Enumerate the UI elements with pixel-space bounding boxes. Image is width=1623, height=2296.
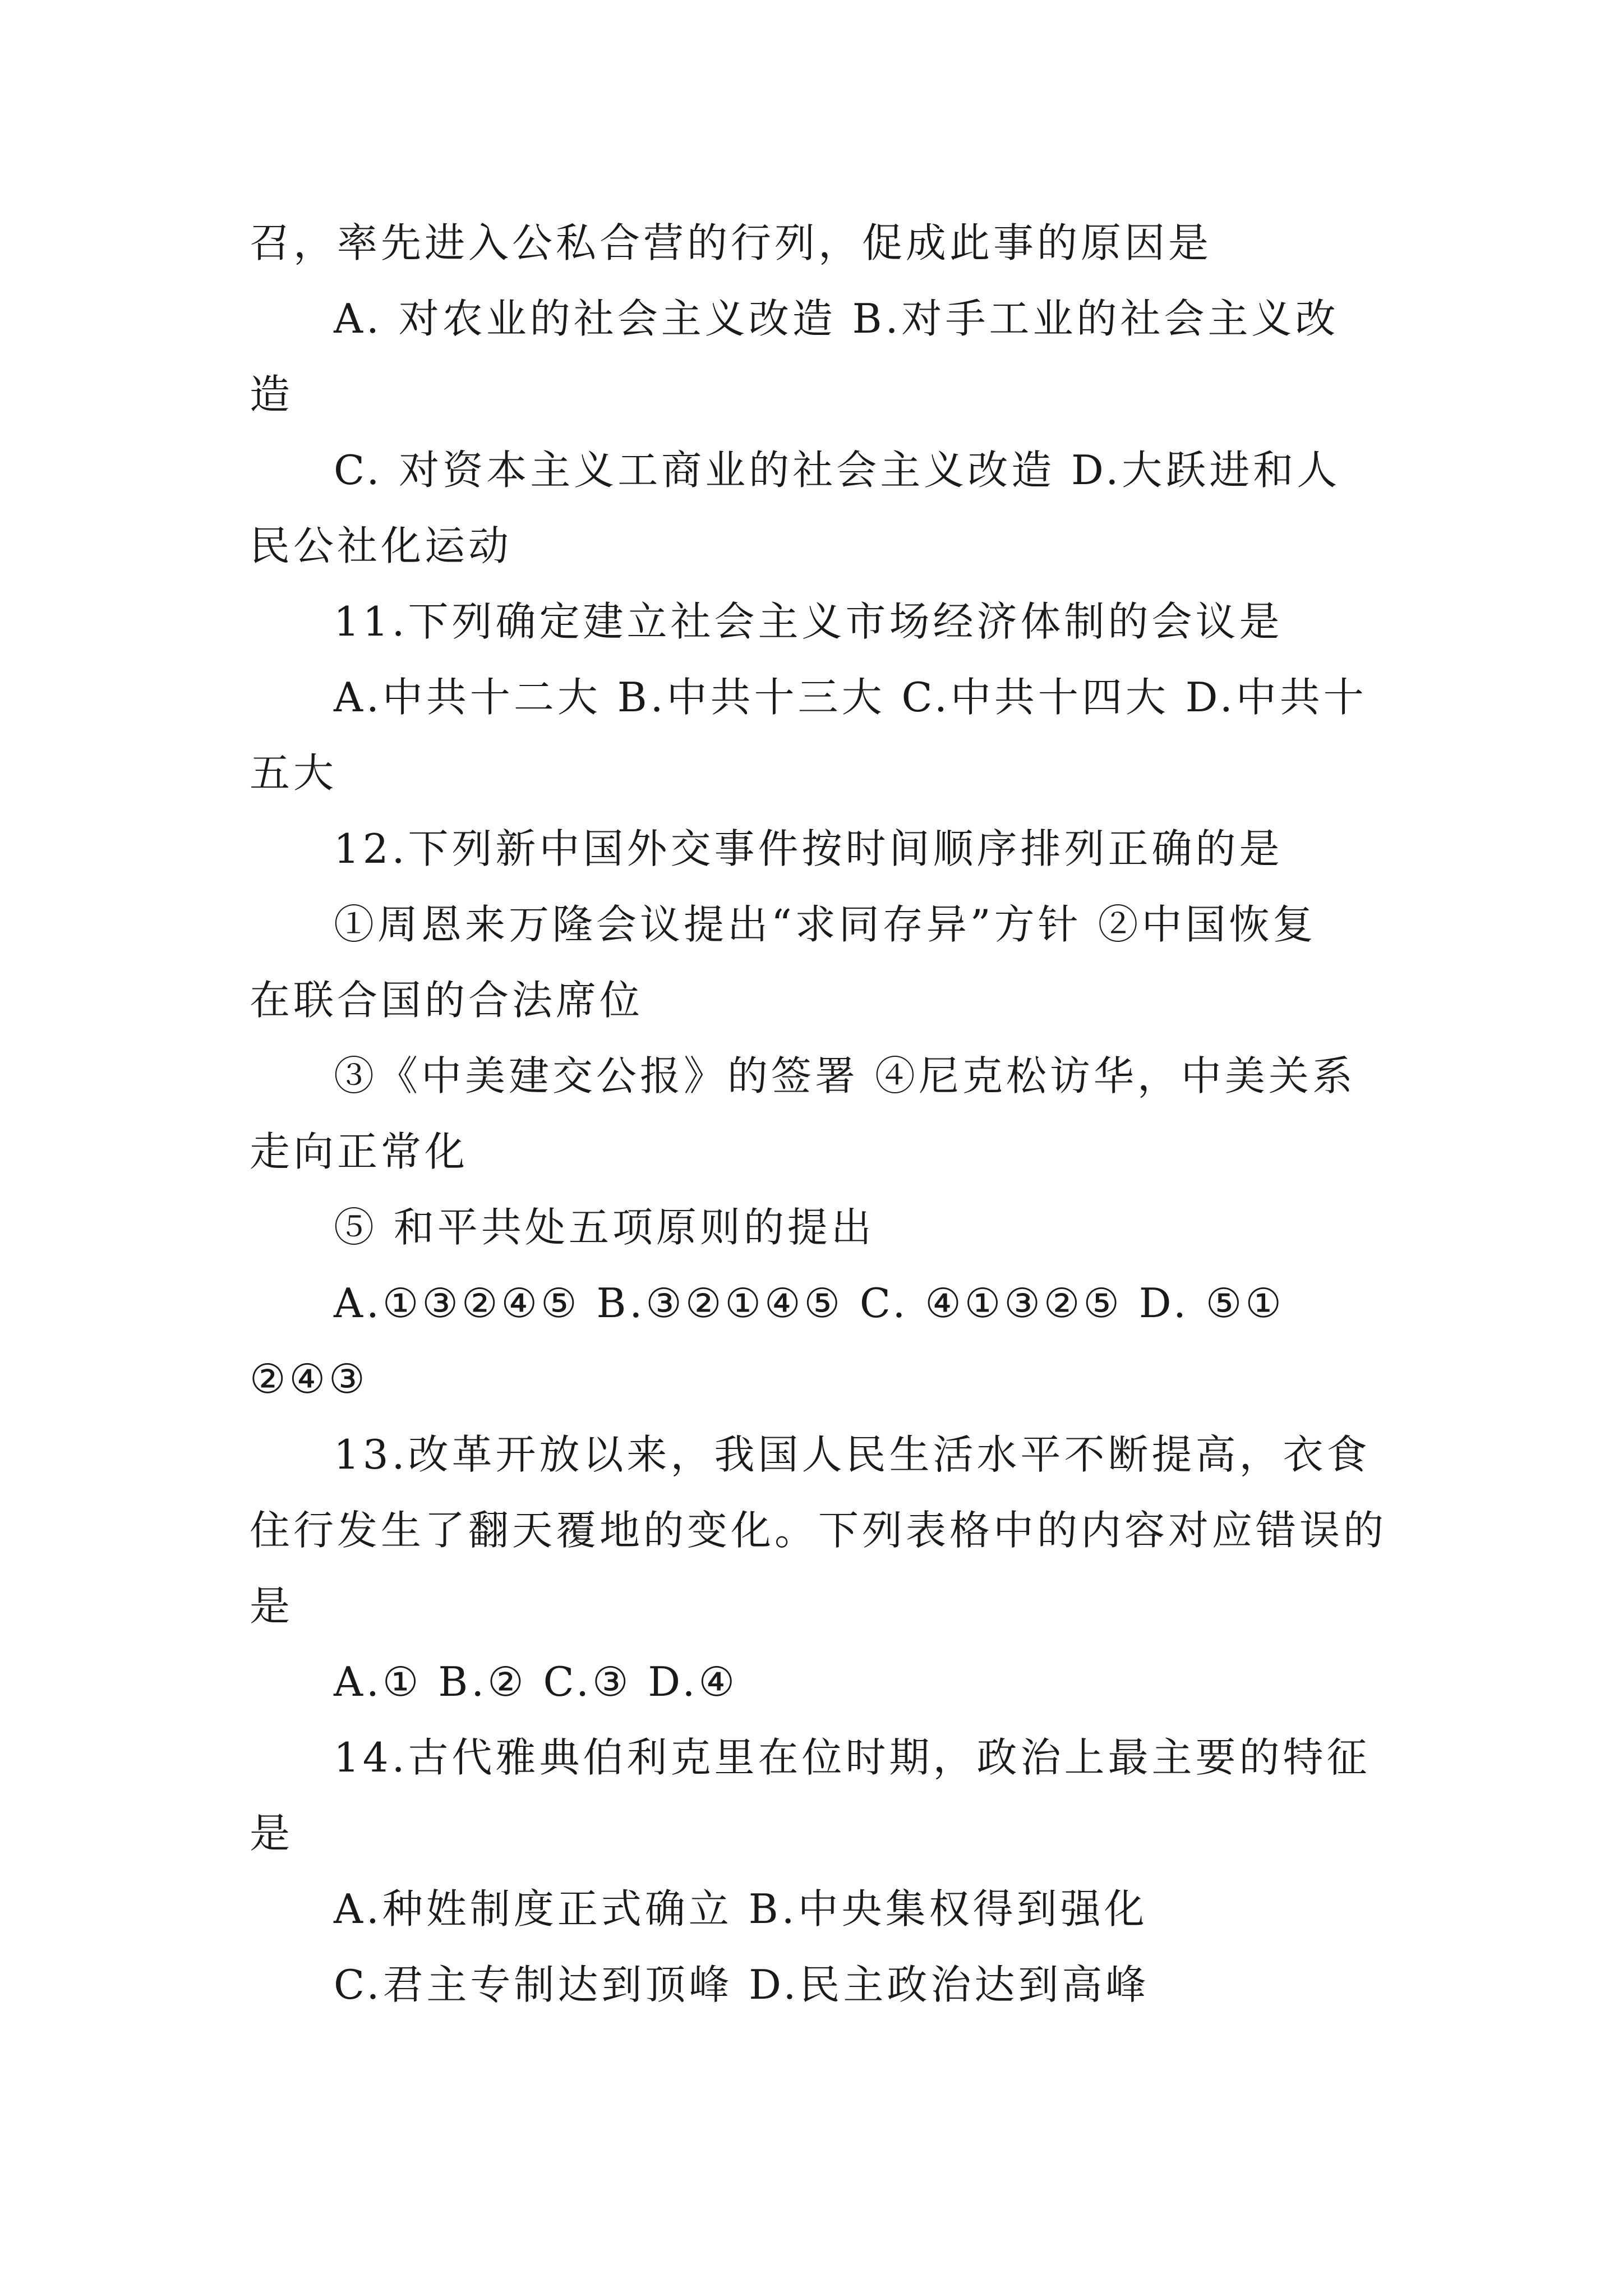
text-line: A.种姓制度正式确立 B.中央集权得到强化 [334,1885,1148,1932]
text-line: A.①③②④⑤ B.③②①④⑤ C. ④①③②⑤ D. ⑤① [334,1280,1285,1327]
text-line: 是 [250,1810,294,1857]
text-line: A.中共十二大 B.中共十三大 C.中共十四大 D.中共十 [334,674,1367,721]
text-line: 14.古代雅典伯利克里在位时期，政治上最主要的特征 [334,1734,1371,1781]
text-line: ②④③ [250,1355,368,1402]
text-line: A.① B.② C.③ D.④ [334,1658,738,1705]
text-line: 五大 [250,749,338,797]
text-line: 住行发生了翻天覆地的变化。下列表格中的内容对应错误的 [250,1507,1387,1554]
text-line: 在联合国的合法席位 [250,977,644,1024]
text-line: C. 对资本主义工商业的社会主义改造 D.大跃进和人 [334,447,1341,494]
text-line: 11.下列确定建立社会主义市场经济体制的会议是 [334,598,1283,645]
text-line: 12.下列新中国外交事件按时间顺序排列正确的是 [334,825,1283,872]
text-line: ①周恩来万隆会议提出“求同存异”方针 ②中国恢复 [334,901,1317,948]
text-line: ⑤ 和平共处五项原则的提出 [334,1204,875,1251]
text-line: 召，率先进入公私合营的行列，促成此事的原因是 [250,219,1212,266]
text-line: C.君主专制达到顶峰 D.民主政治达到高峰 [334,1961,1150,2008]
text-line: ③《中美建交公报》的签署 ④尼克松访华，中美关系 [334,1052,1356,1099]
text-line: 走向正常化 [250,1128,469,1175]
text-line: A. 对农业的社会主义改造 B.对手工业的社会主义改 [334,295,1339,342]
text-line: 造 [250,371,294,418]
text-line: 13.改革开放以来，我国人民生活水平不断提高，衣食 [334,1431,1371,1478]
text-line: 是 [250,1582,294,1630]
text-line: 民公社化运动 [250,522,513,569]
